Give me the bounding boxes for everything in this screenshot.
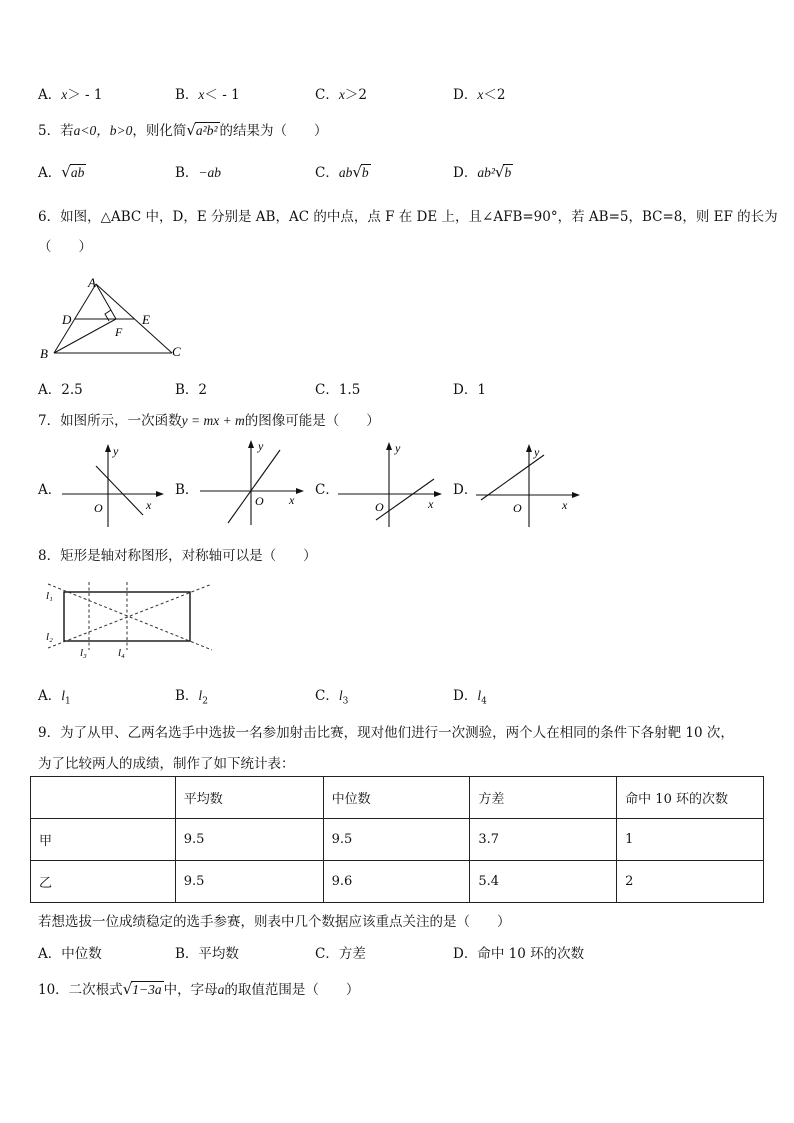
q6-triangle-figure [36, 274, 196, 364]
q9-stem-line1: 9．为了从甲、乙两名选手中选拔一名参加射击比赛，现对他们进行一次测验，两个人在相同的条件下各射靶 10 次， [38, 725, 734, 741]
svg-text:O: O [375, 500, 384, 514]
q7-graph-b [198, 438, 310, 528]
table-header-cell: 方差 [470, 777, 617, 819]
q6-option-a: A．2.5 [38, 382, 83, 398]
svg-text:y: y [395, 441, 401, 455]
q6-stem: 6．如图，△ABC 中，D，E 分别是 AB，AC 的中点，点 F 在 DE 上，且∠AFB=90°，若 AB=5，BC=8，则 EF 的长为 [38, 209, 778, 225]
label-c: C [172, 344, 181, 359]
q7-graph-d [474, 440, 586, 530]
table-cell: 甲 [31, 819, 176, 861]
q6-option-c: C．1.5 [315, 382, 361, 398]
q7-option-a-label: A． [38, 482, 62, 498]
table-cell: 9.5 [175, 819, 323, 861]
q5-option-d: D．ab²√b [453, 163, 512, 181]
label-e: E [142, 312, 150, 327]
table-header-cell: 中位数 [323, 777, 470, 819]
table-cell: 9.5 [323, 819, 470, 861]
q5-option-c: C．ab√b [315, 163, 369, 181]
q4-option-d: D．x＜2 [453, 87, 506, 103]
svg-text:x: x [146, 498, 152, 512]
q8-rectangle-figure [40, 580, 220, 660]
q5-option-b: B．−ab [175, 165, 222, 181]
q5-option-a: A．√ab [38, 163, 85, 181]
q7-graph-c [336, 440, 448, 530]
q9-option-a: A．中位数 [38, 946, 102, 962]
q8-option-d: D．$l_4$ [453, 688, 487, 707]
table-cell: 2 [617, 861, 764, 903]
q9-option-b: B．平均数 [175, 946, 239, 962]
table-header-cell: 平均数 [175, 777, 323, 819]
svg-text:l₂: l₂ [46, 631, 53, 643]
q4-option-c: C．x＞2 [315, 87, 367, 103]
q9-option-c: C．方差 [315, 946, 366, 962]
table-header-cell: 命中 10 环的次数 [617, 777, 764, 819]
table-row [31, 819, 764, 861]
q8-option-a: A．$l_1$ [38, 688, 71, 707]
q4-option-a: A．x＞ - 1 [38, 87, 103, 103]
table-header-cell [31, 777, 176, 819]
svg-text:O: O [94, 501, 103, 515]
svg-text:x: x [428, 497, 434, 511]
q6-option-d: D．1 [453, 382, 486, 398]
q4-option-b: B．x＜ - 1 [175, 87, 240, 103]
q10-stem: 10．二次根式√1−3a 中，字母a的取值范围是（ ） [38, 980, 360, 998]
svg-text:x: x [289, 493, 295, 507]
svg-text:l₁: l₁ [46, 590, 53, 602]
q5-stem: 5．若a<0，b>0，则化简√a²b² 的结果为（ ） [38, 121, 328, 139]
q7-option-d-label: D． [453, 482, 478, 498]
q7-stem: 7．如图所示，一次函数y = mx + m的图像可能是（ ） [38, 413, 380, 429]
svg-text:l₃: l₃ [80, 647, 87, 659]
label-a: A [88, 275, 96, 290]
svg-text:y: y [258, 439, 264, 453]
svg-text:y: y [534, 445, 540, 459]
svg-text:y: y [113, 444, 119, 458]
svg-text:O: O [513, 501, 522, 515]
q9-question: 若想选拔一位成绩稳定的选手参赛，则表中几个数据应该重点关注的是（ ） [38, 914, 511, 930]
label-b: B [40, 346, 48, 361]
q9-stem-line2: 为了比较两人的成绩，制作了如下统计表： [38, 756, 295, 772]
table-cell: 1 [617, 819, 764, 861]
q7-graph-a [60, 440, 170, 530]
table-cell: 9.5 [175, 861, 323, 903]
q6-stem-paren: （ ） [38, 239, 92, 255]
q7-option-c-label: C． [315, 482, 339, 498]
q9-option-d: D．命中 10 环的次数 [453, 946, 585, 962]
svg-text:O: O [255, 494, 264, 508]
q6-option-b: B．2 [175, 382, 208, 398]
label-f: F [115, 325, 123, 339]
table-header-row [31, 777, 764, 819]
table-cell: 5.4 [470, 861, 617, 903]
table-cell: 乙 [31, 861, 176, 903]
table-cell: 3.7 [470, 819, 617, 861]
svg-text:x: x [562, 498, 568, 512]
q9-stats-table [30, 776, 764, 903]
svg-text:l₄: l₄ [118, 647, 125, 659]
q7-option-b-label: B． [175, 482, 199, 498]
q8-option-c: C．$l_3$ [315, 688, 349, 707]
table-cell: 9.6 [323, 861, 470, 903]
q8-option-b: B．$l_2$ [175, 688, 208, 707]
q8-stem: 8．矩形是轴对称图形，对称轴可以是（ ） [38, 548, 317, 564]
label-d: D [62, 312, 72, 327]
table-row [31, 861, 764, 903]
